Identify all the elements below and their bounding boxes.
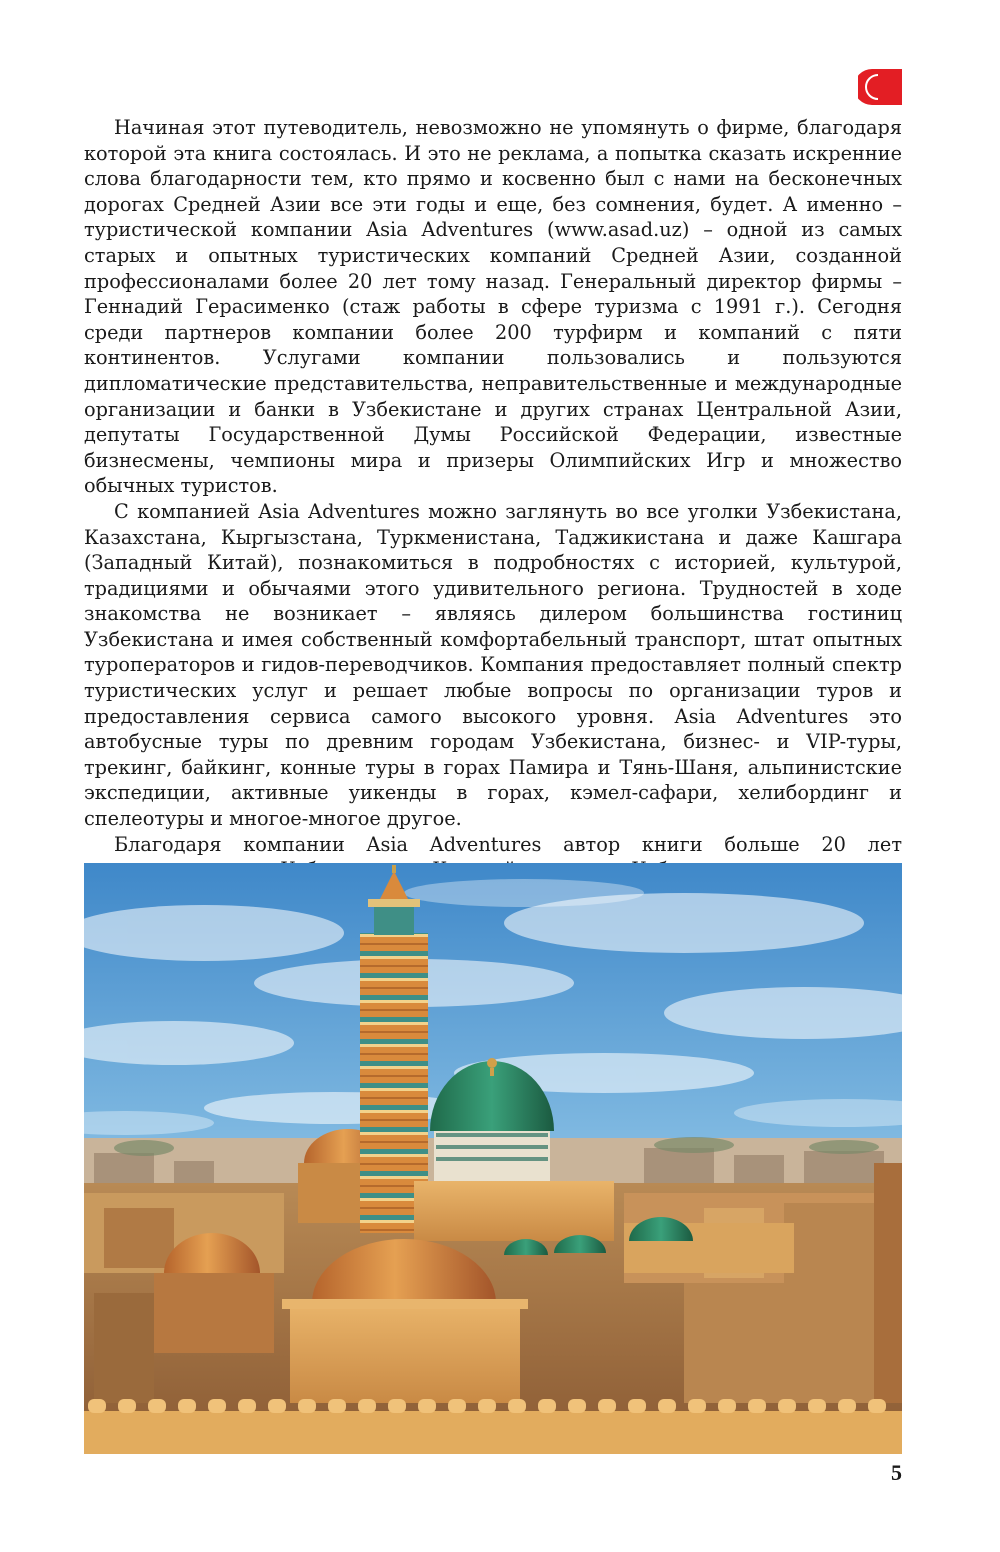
body-text [84, 115, 902, 960]
page-number: 5 [891, 1460, 902, 1485]
chapter-corner-mark [858, 69, 902, 105]
paragraph-author-gratitude: Благодаря компании Asia Adventures автор книги больше 20 лет [114, 832, 902, 856]
paragraph-asia-adventures-services: С компанией Asia Adventures можно заглянуть во все уголки Узбекистана, Казахстана, Кыргызстана, Туркменистана, Таджикистана и даже Кашгара (Западный Китай), познакомиться в подробностях с историей, культурой, традициями и обычаями этого удивительного региона. Трудностей в ходе знакомства не возникает – являясь дилером большинства гостиниц Узбекистана и имея собственный комфортабельный транспорт, штат опытных туроператоров и гидов-переводчиков. Компания предоставляет полный спектр туристических услуг и решает любые вопросы по организации туров и предоставления сервиса самого высокого уровня. Asia Adventures это автобусные туры по древним городам Узбекистана, бизнес- и VIP-туры, трекинг, байкинг, конные туры в горах Памира и Тянь-Шаня, альпинистские экспедиции, активные уикенды в горах, кэмел-сафари, хелибординг и спелеотуры и многое-многое другое. [84, 499, 902, 831]
khiva-skyline-photo [84, 863, 902, 1454]
paragraph-asia-adventures-intro: Начиная этот путеводитель, невозможно не упомянуть о фирме, благодаря которой эта книга состоялась. И это не реклама, а попытка сказать искренние слова благодарности тем, кто прямо и косвенно был с нами на бесконечных дорогах Средней Азии все эти годы и еще, без сомнения, будет. А именно – туристической компании Asia Adventures (www.asad.uz) – одной из самых старых и опытных туристических компаний Средней Азии, созданной профессионалами более 20 лет тому назад. Генеральный директор фирмы – Геннадий Герасименко (стаж работы в сфере туризма с 1991 г.). Сегодня среди партнеров компании более 200 турфирм и компаний с пяти континентов. Услугами компании пользовались и пользуются дипломатические представительства, неправительственные и международные организации и банки в Узбекистане и других странах Центральной Азии, депутаты Государственной Думы Российской Федерации, известные бизнесмены, чемпионы мира и призеры Олимпийских Игр и множество обычных туристов. [84, 116, 902, 498]
